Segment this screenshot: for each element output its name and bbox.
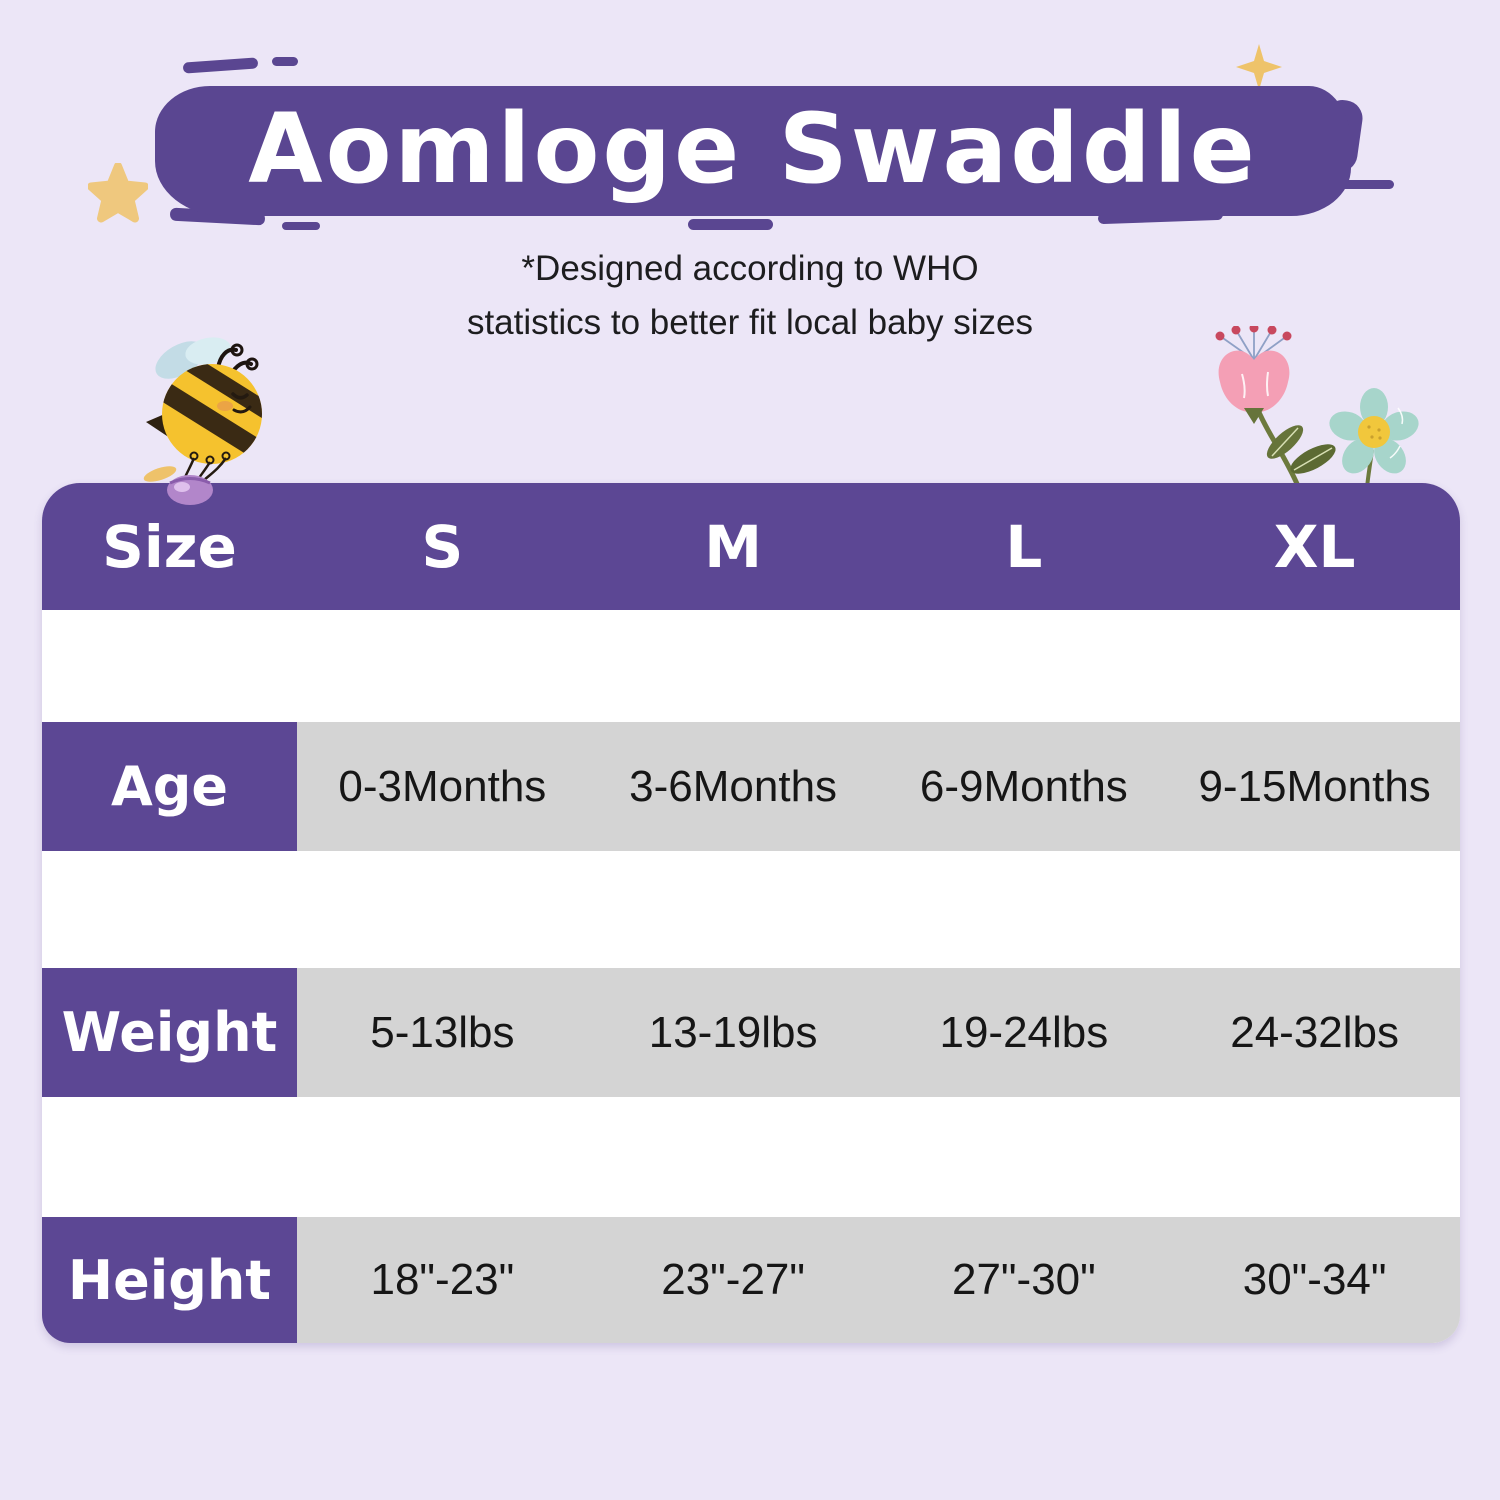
header-col-m: M <box>704 512 762 581</box>
title-banner <box>155 86 1351 216</box>
height-value-l: 27"-30" <box>951 1255 1096 1304</box>
brush-texture <box>272 57 298 66</box>
weight-value-l: 19-24lbs <box>939 1007 1109 1057</box>
weight-value-s: 5-13lbs <box>370 1007 515 1057</box>
table-row-age <box>42 722 1460 851</box>
subtitle-line-1: *Designed according to WHO <box>521 249 979 288</box>
row-label-age: Age <box>42 722 297 851</box>
brush-texture <box>688 219 773 230</box>
flowers-illustration <box>1192 326 1442 491</box>
header-col-s: S <box>421 512 464 581</box>
weight-value-xl: 24-32lbs <box>1230 1007 1400 1057</box>
age-value-s: 0-3Months <box>338 761 547 811</box>
table-row-weight <box>42 968 1460 1097</box>
brush-texture <box>282 222 320 230</box>
age-value-m: 3-6Months <box>629 761 838 811</box>
row-label-height: Height <box>42 1217 297 1343</box>
table-spacer-row <box>42 610 1460 722</box>
header-size-label: Size <box>102 512 237 581</box>
row-label-weight: Weight <box>42 968 297 1097</box>
bee-illustration <box>130 322 280 507</box>
sparkle-icon <box>1236 44 1282 90</box>
table-spacer-row <box>42 851 1460 968</box>
height-value-m: 23"-27" <box>661 1255 806 1304</box>
header-col-l: L <box>1005 512 1043 581</box>
height-value-s: 18"-23" <box>370 1255 515 1304</box>
subtitle-line-2: statistics to better fit local baby sizes <box>466 303 1034 342</box>
age-value-xl: 9-15Months <box>1198 761 1431 811</box>
age-value-l: 6-9Months <box>919 761 1128 811</box>
weight-value-m: 13-19lbs <box>648 1007 818 1057</box>
size-table <box>42 483 1460 1343</box>
height-value-xl: 30"-34" <box>1242 1255 1387 1304</box>
header-col-xl: XL <box>1273 512 1356 581</box>
page-title: Aomloge Swaddle <box>248 93 1258 205</box>
star-icon <box>88 163 148 223</box>
brush-texture <box>183 57 259 73</box>
table-row-height <box>42 1217 1460 1343</box>
table-spacer-row <box>42 1097 1460 1217</box>
